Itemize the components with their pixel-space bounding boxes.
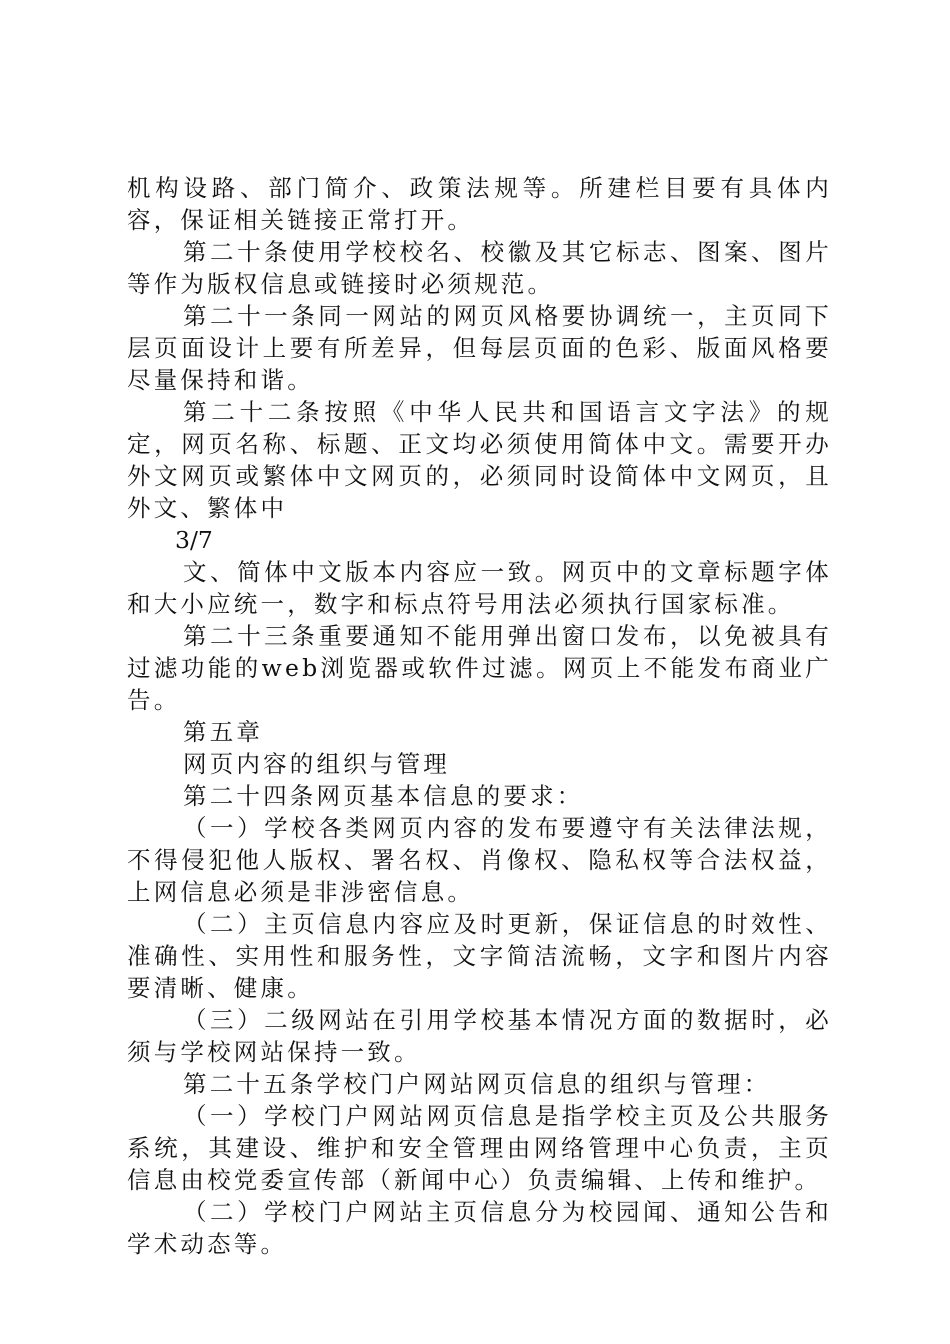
paragraph-article-22-cont: 文、简体中文版本内容应一致。网页中的文章标题字体和大小应统一，数字和标点符号用法必须执行国家标准。: [127, 558, 832, 618]
paragraph-24-item-3: （三）二级网站在引用学校基本情况方面的数据时，必须与学校网站保持一致。: [127, 1006, 832, 1066]
paragraph-1: 机构设路、部门简介、政策法规等。所建栏目要有具体内容，保证相关链接正常打开。: [127, 174, 832, 234]
paragraph-article-20: 第二十条使用学校校名、校徽及其它标志、图案、图片等作为版权信息或链接时必须规范。: [127, 238, 832, 298]
paragraph-24-item-1: （一）学校各类网页内容的发布要遵守有关法律法规，不得侵犯他人版权、署名权、肖像权、隐私权等合法权益，上网信息必须是非涉密信息。: [127, 814, 832, 906]
paragraph-article-25: 第二十五条学校门户网站网页信息的组织与管理：: [183, 1070, 771, 1098]
paragraph-25-item-1: （一）学校门户网站网页信息是指学校主页及公共服务系统，其建设、维护和安全管理由网络管理中心负责，主页信息由校党委宣传部（新闻中心）负责编辑、上传和维护。: [127, 1102, 832, 1194]
paragraph-article-21: 第二十一条同一网站的网页风格要协调统一，主页同下层页面设计上要有所差异，但每层页面的色彩、版面风格要尽量保持和谐。: [127, 302, 832, 394]
paragraph-article-23: 第二十三条重要通知不能用弹出窗口发布，以免被具有过滤功能的web浏览器或软件过滤。网页上不能发布商业广告。: [127, 622, 832, 714]
document-body: [127, 172, 832, 1260]
paragraph-25-item-2: （二）学校门户网站主页信息分为校园闻、通知公告和学术动态等。: [127, 1198, 832, 1258]
paragraph-article-24: 第二十四条网页基本信息的要求：: [183, 782, 584, 810]
paragraph-article-22: 第二十二条按照《中华人民共和国语言文字法》的规定，网页名称、标题、正文均必须使用简体中文。需要开办外文网页或繁体中文网页的，必须同时设简体中文网页，且外文、繁体中: [127, 398, 832, 522]
paragraph-24-item-2: （二）主页信息内容应及时更新，保证信息的时效性、准确性、实用性和服务性，文字简洁流畅，文字和图片内容要清晰、健康。: [127, 910, 832, 1002]
chapter-title: 网页内容的组织与管理: [183, 750, 450, 778]
page-number: 3/7: [175, 526, 213, 554]
chapter-heading: 第五章: [183, 718, 264, 746]
